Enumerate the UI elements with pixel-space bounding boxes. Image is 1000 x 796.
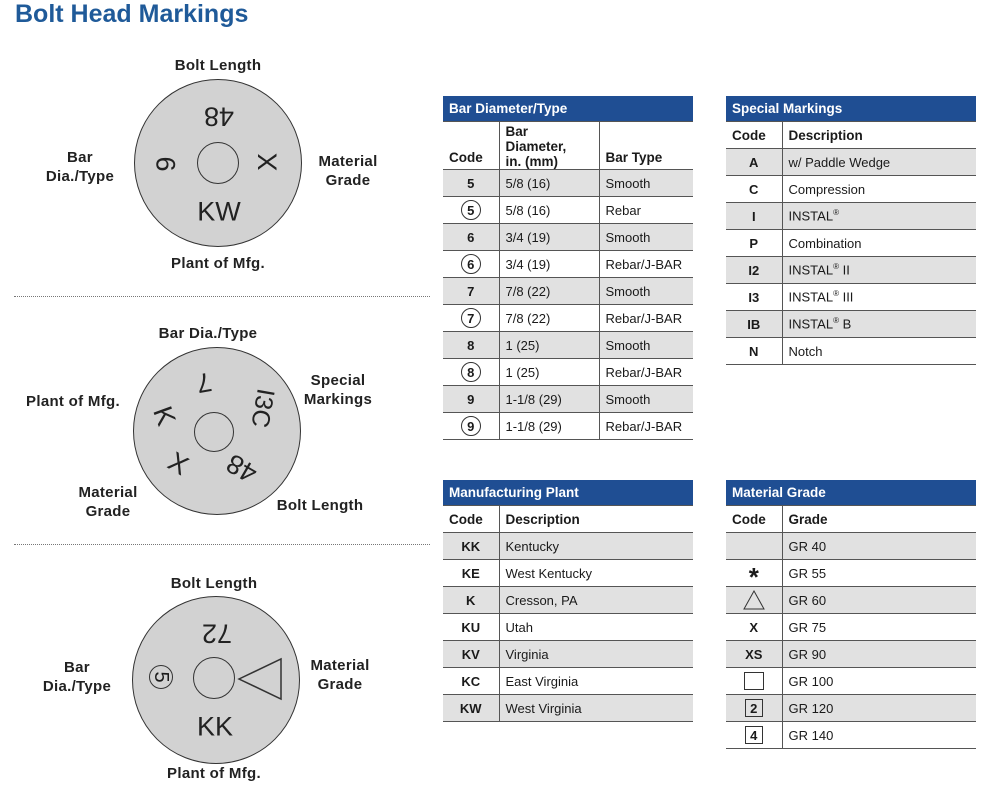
plant-code-cell: KU [443,614,499,641]
d2-mark-grade: X [162,446,194,482]
table-row [443,587,693,614]
table-row [443,614,693,641]
manufacturing-plant-table [443,480,693,722]
plant-table-column-headers [443,506,693,533]
d2-grade-label-line2: Grade [85,503,131,520]
bar-dia-cell: 1-1/8 (29) [499,386,599,413]
bolt-head-3 [132,596,300,764]
special-desc-cell [782,338,976,365]
table-row [443,533,693,560]
grade-table-header [726,480,976,506]
d2-special-label [288,371,388,409]
table-row [443,413,693,440]
bar-type-cell: Smooth [599,386,693,413]
special-desc-suffix: B [838,316,852,332]
d3-mark-plant: KK [196,711,234,742]
separator-2 [14,544,430,545]
d1-mark-bar: 6 [150,156,181,172]
plant-table-header [443,480,693,506]
bar-code-cell: 6 [443,224,499,251]
bar-table-title: Bar Diameter/Type [443,96,693,122]
grade-code-cell: X [726,614,782,641]
d2-special-label-line1: Special [310,372,366,389]
plant-col-code: Code [443,506,499,533]
bar-code-cell: 9 [443,386,499,413]
table-row [443,359,693,386]
table-row [443,560,693,587]
special-desc-cell [782,176,976,203]
special-code-cell: P [726,230,782,257]
bar-dia-cell: 3/4 (19) [499,251,599,278]
plant-code-cell: KW [443,695,499,722]
d3-plant-label: Plant of Mfg. [167,765,261,782]
special-desc-cell [782,149,976,176]
d2-bar-label: Bar Dia./Type [158,325,258,342]
bolt-hole-2 [194,412,234,452]
plant-desc-cell: West Kentucky [499,560,693,587]
special-markings-table [726,96,976,365]
plant-code-cell: K [443,587,499,614]
circled-code: 8 [461,362,481,382]
d3-mark-triangle [237,657,283,701]
separator-1 [14,296,430,297]
special-desc-cell [782,203,976,230]
table-row [726,560,976,587]
special-desc-cell [782,230,976,257]
triangle-icon [743,590,765,610]
bar-code-cell: 5 [443,170,499,197]
plant-code-cell: KC [443,668,499,695]
bar-code-cell [443,251,499,278]
d2-mark-length: 48 [221,447,263,489]
grade-value-cell: GR 90 [782,641,976,668]
grade-value-cell: GR 120 [782,695,976,722]
d2-mark-bar: 7 [194,366,215,399]
special-table-column-headers [726,122,976,149]
plant-desc-cell: West Virginia [499,695,693,722]
grade-code-cell: XS [726,641,782,668]
bar-type-cell: Rebar [599,197,693,224]
grade-code-cell [726,560,782,592]
table-row [726,338,976,365]
d3-bar-label [27,658,127,696]
d2-special-label-line2: Markings [303,391,373,408]
bar-col-code: Code [443,122,499,170]
table-row [726,695,976,722]
d3-bar-label-line2: Dia./Type [42,678,112,695]
bar-col-dia-line1: Bar Diameter, [505,124,567,154]
bar-code-cell [443,413,499,440]
boxed-code: 4 [745,726,763,744]
table-row [443,386,693,413]
special-desc-cell [782,311,976,338]
bar-col-type: Bar Type [599,122,693,170]
plant-code-cell: KE [443,560,499,587]
bar-type-cell: Smooth [599,278,693,305]
registered-mark: ® [833,262,839,272]
bar-code-cell [443,359,499,386]
table-row [443,224,693,251]
bar-dia-cell: 1 (25) [499,359,599,386]
bolt-hole-1 [197,142,239,184]
grade-value-cell: GR 75 [782,614,976,641]
bar-code-cell [443,197,499,224]
d1-mark-length: 48 [203,101,235,132]
square-icon [744,672,764,690]
plant-code-cell: KK [443,533,499,560]
special-table-header [726,96,976,122]
d2-plant-label: Plant of Mfg. [26,393,120,410]
table-row [726,176,976,203]
d1-bolt-length-label: Bolt Length [174,57,262,74]
bar-type-cell: Rebar/J-BAR [599,359,693,386]
grade-table-title: Material Grade [726,480,976,506]
bolt-head-1 [134,79,302,247]
bar-col-dia-line2: in. (mm) [505,154,558,169]
d1-mark-grade: X [252,152,283,172]
bar-dia-cell: 5/8 (16) [499,197,599,224]
table-row [726,614,976,641]
grade-table-column-headers [726,506,976,533]
table-row [443,695,693,722]
bar-col-dia [499,122,599,170]
bar-type-cell: Smooth [599,170,693,197]
d3-mark-length: 72 [201,618,233,649]
registered-mark: ® [833,289,839,299]
plant-desc-cell: East Virginia [499,668,693,695]
special-code-cell: N [726,338,782,365]
d1-bar-label-line1: Bar [67,149,93,166]
table-row [443,170,693,197]
registered-mark: ® [833,208,839,218]
material-grade-table [726,480,976,749]
special-desc-suffix: II [838,262,850,278]
grade-value-cell: GR 140 [782,722,976,749]
bar-type-cell: Rebar/J-BAR [599,305,693,332]
table-row [726,587,976,614]
special-code-cell: I2 [726,257,782,284]
table-row [443,251,693,278]
plant-desc-cell: Cresson, PA [499,587,693,614]
d3-grade-label-line2: Grade [317,676,363,693]
bar-code-cell: 8 [443,332,499,359]
table-row [726,149,976,176]
table-row [726,641,976,668]
circled-code: 9 [461,416,481,436]
d1-grade-label [298,152,398,190]
bar-table-header [443,96,693,122]
table-row [726,668,976,695]
table-row [726,722,976,749]
bar-type-cell: Smooth [599,332,693,359]
special-code-cell: A [726,149,782,176]
d1-plant-label: Plant of Mfg. [171,255,265,272]
table-row [726,533,976,560]
bar-type-cell: Smooth [599,224,693,251]
bar-diameter-table [443,96,693,440]
plant-code-cell: KV [443,641,499,668]
bar-table-column-headers [443,122,693,170]
plant-desc-cell: Kentucky [499,533,693,560]
circled-code: 5 [461,200,481,220]
d2-mark-special: I3C [245,386,280,430]
d3-grade-label [290,656,390,694]
plant-desc-cell: Utah [499,614,693,641]
special-desc-suffix: III [838,289,854,305]
d1-bar-label [30,148,130,186]
grade-value-cell: GR 60 [782,587,976,614]
page-title: Bolt Head Markings [15,0,249,28]
table-row [443,332,693,359]
d1-grade-label-line1: Material [318,153,378,170]
plant-desc-cell: Virginia [499,641,693,668]
table-row [443,668,693,695]
table-row [443,278,693,305]
d3-bar-label-line1: Bar [64,659,90,676]
bar-dia-cell: 7/8 (22) [499,305,599,332]
d3-grade-label-line1: Material [310,657,370,674]
special-desc-cell [782,284,976,311]
table-row [443,197,693,224]
special-desc-text: INSTAL [788,289,834,305]
d2-grade-label [58,483,158,521]
circled-code: 6 [461,254,481,274]
special-code-cell: I3 [726,284,782,311]
special-desc-text: INSTAL [788,262,834,278]
grade-code-cell [726,668,782,695]
special-code-cell: IB [726,311,782,338]
d3-mark-bar: 5 [149,665,173,689]
grade-value-cell: GR 40 [782,533,976,560]
bar-dia-cell: 3/4 (19) [499,224,599,251]
table-row [443,305,693,332]
plant-table-title: Manufacturing Plant [443,480,693,506]
d2-length-label: Bolt Length [276,497,364,514]
grade-code-cell [726,722,782,749]
grade-col-code: Code [726,506,782,533]
bar-dia-cell: 7/8 (22) [499,278,599,305]
special-desc-text: Notch [788,343,823,359]
d1-bar-label-line2: Dia./Type [45,168,115,185]
table-row [726,203,976,230]
table-row [726,257,976,284]
d2-grade-label-line1: Material [78,484,138,501]
bar-code-cell: 7 [443,278,499,305]
special-code-cell: C [726,176,782,203]
table-row [726,230,976,257]
d1-grade-label-line2: Grade [325,172,371,189]
special-col-code: Code [726,122,782,149]
special-col-desc: Description [782,122,976,149]
special-desc-text: w/ Paddle Wedge [788,154,891,170]
circled-code: 7 [461,308,481,328]
d2-mark-plant: K [147,402,182,430]
bar-dia-cell: 1-1/8 (29) [499,413,599,440]
special-desc-text: INSTAL [788,316,834,332]
bar-code-cell [443,305,499,332]
bolt-head-2 [133,347,301,515]
bar-dia-cell: 1 (25) [499,332,599,359]
table-row [726,311,976,338]
d1-mark-plant: KW [197,196,241,227]
bar-dia-cell: 5/8 (16) [499,170,599,197]
special-desc-text: INSTAL [788,208,834,224]
plant-col-desc: Description [499,506,693,533]
registered-mark: ® [833,316,839,326]
special-desc-cell [782,257,976,284]
special-code-cell: I [726,203,782,230]
special-desc-text: Combination [788,235,862,251]
grade-code-cell [726,695,782,722]
bolt-hole-3 [193,657,235,699]
table-row [726,284,976,311]
star-symbol: * [748,562,759,592]
bar-type-cell: Rebar/J-BAR [599,251,693,278]
boxed-code: 2 [745,699,763,717]
bar-type-cell: Rebar/J-BAR [599,413,693,440]
grade-col-grade: Grade [782,506,976,533]
special-desc-text: Compression [788,181,866,197]
d3-length-label: Bolt Length [170,575,258,592]
grade-code-cell [726,533,782,560]
table-row [443,641,693,668]
grade-value-cell: GR 55 [782,560,976,587]
special-table-title: Special Markings [726,96,976,122]
grade-value-cell: GR 100 [782,668,976,695]
